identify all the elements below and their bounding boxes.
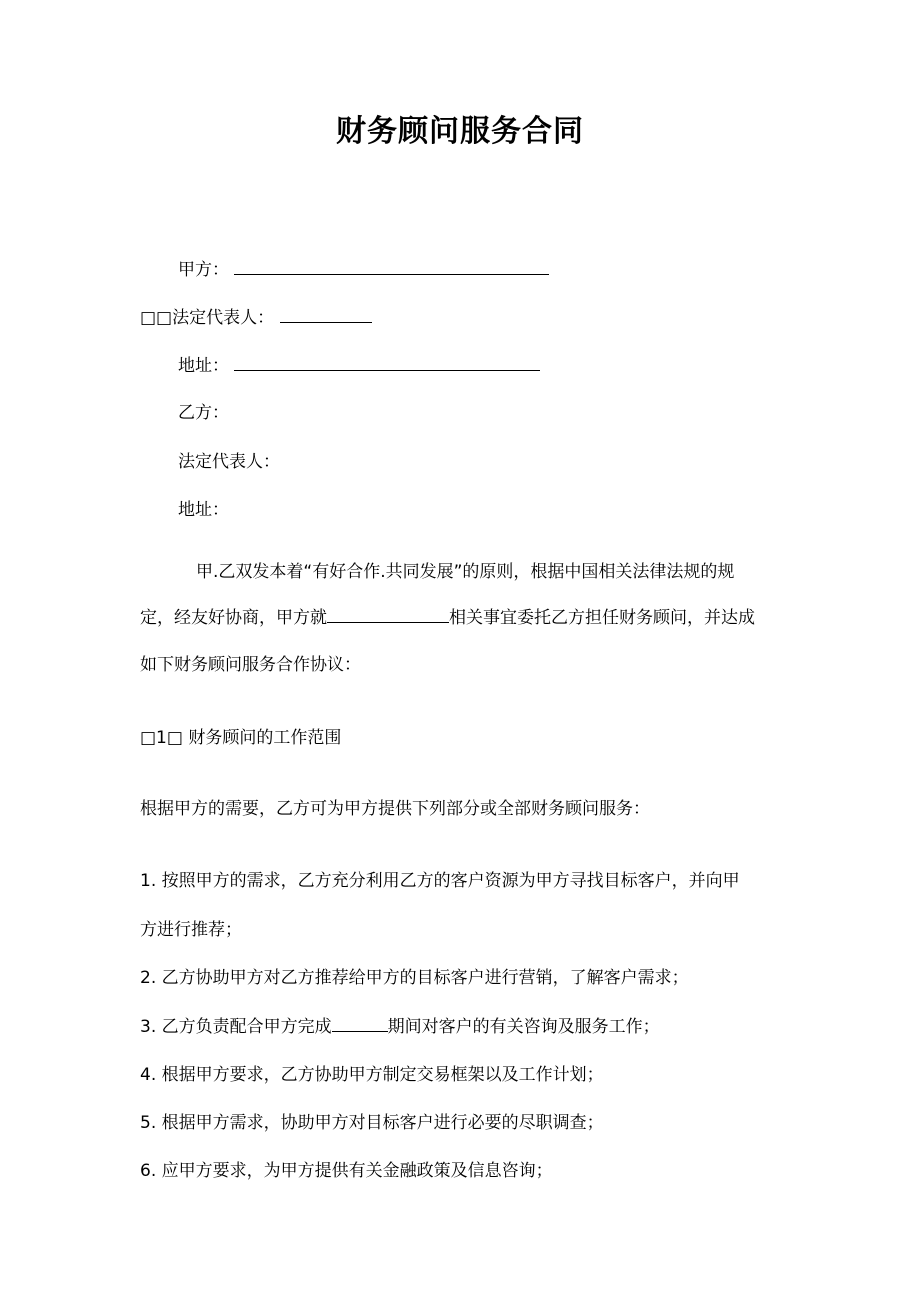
preamble-line-1: 甲.乙双发本着“有好合作.共同发展”的原则，根据中国相关法律法规的规 xyxy=(196,562,735,582)
document-title: 财务顾问服务合同 xyxy=(336,114,584,149)
preamble-line-2-start: 定，经友好协商，甲方就 xyxy=(140,608,327,628)
party-a-rep-blank xyxy=(280,306,372,323)
party-a-label: 甲方： xyxy=(178,260,229,280)
preamble-line-2-end: 相关事宜委托乙方担任财务顾问，并达成 xyxy=(449,608,755,628)
party-a-line xyxy=(178,258,549,281)
list-item-3 xyxy=(140,1015,660,1038)
section-1-intro: 根据甲方的需要，乙方可为甲方提供下列部分或全部财务顾问服务： xyxy=(140,799,650,819)
list-item-5: 5. 根据甲方需求，协助甲方对目标客户进行必要的尽职调查； xyxy=(140,1113,604,1133)
list-item-2: 2. 乙方协助甲方对乙方推荐给甲方的目标客户进行营销，了解客户需求； xyxy=(140,968,689,988)
preamble-matter-blank xyxy=(327,606,449,623)
preamble-line-3: 如下财务顾问服务合作协议： xyxy=(140,655,361,675)
section-1-heading: □1□ 财务顾问的工作范围 xyxy=(140,728,342,748)
list-item-4: 4. 根据甲方要求，乙方协助甲方制定交易框架以及工作计划； xyxy=(140,1065,604,1085)
list-item-6: 6. 应甲方要求，为甲方提供有关金融政策及信息咨询； xyxy=(140,1161,553,1181)
party-a-blank xyxy=(234,258,549,275)
preamble-line-2 xyxy=(140,606,755,629)
party-a-rep-label: □□法定代表人： xyxy=(140,308,275,328)
party-a-address-blank xyxy=(234,354,540,371)
party-a-address-label: 地址： xyxy=(178,356,229,376)
list-item-3-start: 3. 乙方负责配合甲方完成 xyxy=(140,1017,332,1037)
list-item-1-line-1: 1. 按照甲方的需求，乙方充分利用乙方的客户资源为甲方寻找目标客户，并向甲 xyxy=(140,871,740,891)
party-a-rep-line xyxy=(140,306,372,329)
party-b-address-label: 地址： xyxy=(178,500,229,520)
party-a-address-line xyxy=(178,354,540,377)
list-item-3-end: 期间对客户的有关咨询及服务工作； xyxy=(387,1017,660,1037)
party-b-label: 乙方： xyxy=(178,403,229,423)
list-item-1-line-2: 方进行推荐； xyxy=(140,920,242,940)
list-item-3-blank xyxy=(332,1015,388,1032)
party-b-rep-label: 法定代表人： xyxy=(178,452,280,472)
